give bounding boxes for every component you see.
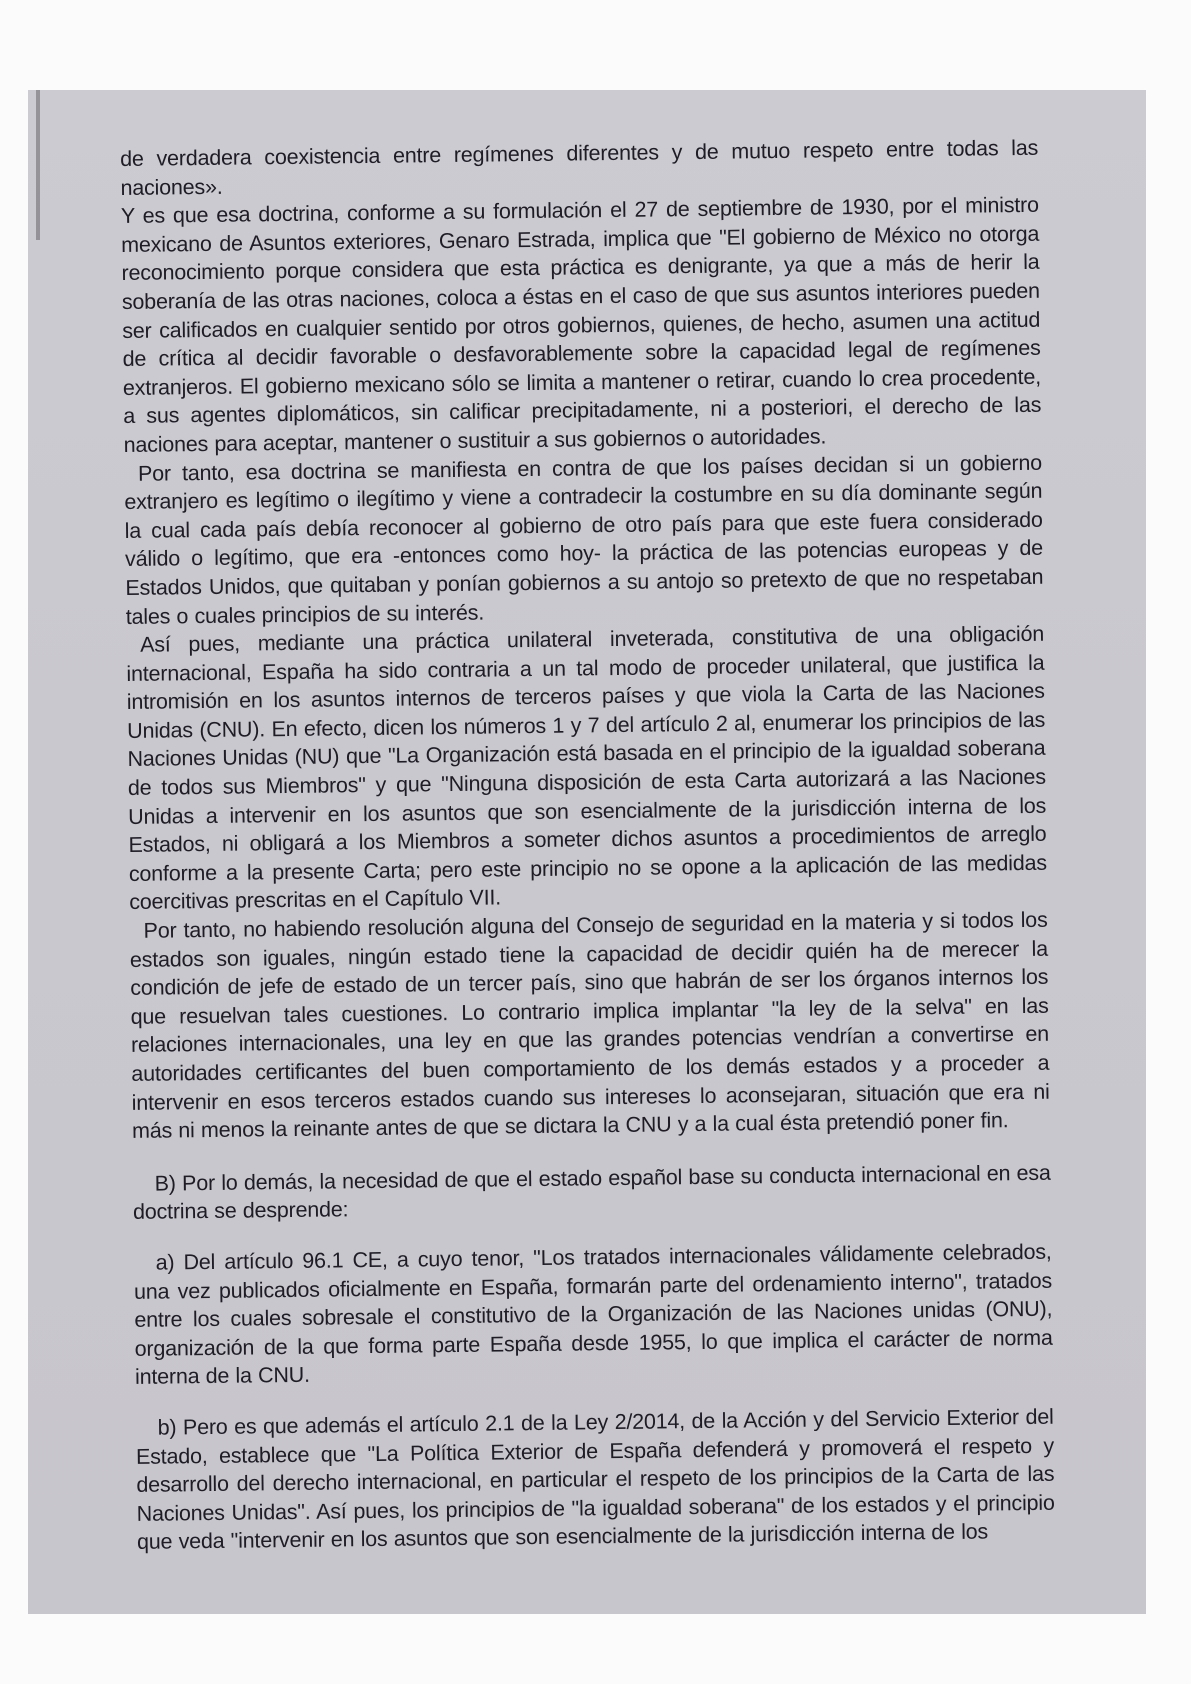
paragraph-estrada-doctrine: Y es que esa doctrina, conforme a su formulación el 27 de septiembre de 1930, por el ministro mexicano de Asuntos exteriores, Genaro Estrada, implica que "El gobierno de México no otorga reconocimiento porque considera que esta práctica es denigrante, ya que a más de herir la soberanía de las otras naciones, coloca a éstas en el caso de que sus asuntos interiores pueden ser calificados en cualquier sentido por otros gobiernos, quienes, de hecho, asumen una actitud de crítica al decidir favorable o desfavorablemente sobre la capacidad legal de regímenes extranjeros. El gobierno mexicano sólo se limita a mantener o retirar, cuando lo crea procedente, a sus agentes diplomáticos, sin calificar precipitadamente, ni a posteriori, el derecho de las naciones para aceptar, mantener o sustituir a sus gobiernos o autoridades. <box>120 192 1042 457</box>
paragraph-security-council: Por tanto, no habiendo resolución alguna del Consejo de seguridad en la materia y si todos los estados son iguales, ningún estado tiene la capacidad de decidir quién ha de merecer la condición de jefe de estado de un tercer país, sino que habrán de ser los órganos internos los que resuelvan tales cuestiones. Lo contrario implica implantar "la ley de la selva" en las relaciones internacionales, una ley en que las grandes potencias vendrían a convertirse en autoridades certificantes del buen comportamiento de los demás estados y a proceder a intervenir en esos terceros estados cuando sus intereses lo aconsejaran, situación que era ni más ni menos la reinante antes de que se dictara la CNU y a la cual ésta pretendió poner fin. <box>129 907 1050 1144</box>
paragraph-doctrine-summary: Por tanto, esa doctrina se manifiesta en contra de que los países decidan si un gobierno extranjero es legítimo o ilegítimo y viene a contradecir la costumbre en su día dominante según la cual cada país debía reconocer al gobierno de otro país para que este fuera considerado válido o legítimo, que era -entonces como hoy- la práctica de las potencias europeas y de Estados Unidos, que quitaban y ponían gobiernos a su antojo so pretexto de que no respetaban tales o cuales principios de su interés. <box>124 450 1044 629</box>
item-a-article-96: a) Del artículo 96.1 CE, a cuyo tenor, "Los tratados internacionales válidamente celebrados, una vez publicados oficialmente en España, formarán parte del ordenamiento interno", tratados entre los cuales sobresale el constitutivo de la Organización de las Naciones unidas (ONU), organización de la que forma parte España desde 1955, lo que implica el carácter de norma interna de la CNU. <box>133 1239 1053 1390</box>
item-b-law-2-2014: b) Pero es que además el artículo 2.1 de la Ley 2/2014, de la Acción y del Servicio Exterior del Estado, establece que "La Política Exterior de España defenderá y promoverá el respeto y desarrollo del derecho internacional, en particular el respeto de los principios de la Carta de las Naciones Unidas". Así pues, los principios de "la igualdad soberana" de los estados y el principio que veda "intervenir en los asuntos que son esencialmente de la jurisdicción interna de los <box>135 1404 1055 1555</box>
paragraph-spain-practice: Así pues, mediante una práctica unilateral inveterada, constitutiva de una obligación internacional, España ha sido contraria a un tal modo de proceder unilateral, que justifica la intromisión en los asuntos internos de terceros países y que viola la Carta de las Naciones Unidas (CNU). En efecto, dicen los números 1 y 7 del artículo 2 al, enumerar los principios de las Naciones Unidas (NU) que "La Organización está basada en el principio de la igualdad soberana de todos sus Miembros" y que "Ninguna disposición de esta Carta autorizará a las Naciones Unidas a intervenir en los asuntos que son esencialmente de la jurisdicción interna de los Estados, ni obligará a los Miembros a someter dichos asuntos a procedimientos de arreglo conforme a la presente Carta; pero este principio no se opone a la aplicación de las medidas coercitivas prescritas en el Capítulo VII. <box>126 621 1047 915</box>
paragraph-continuation: de verdadera coexistencia entre regímenes diferentes y de mutuo respeto entre todas las naciones». <box>120 135 1039 200</box>
document-body <box>120 134 1055 1557</box>
section-b-intro: B) Por lo demás, la necesidad de que el estado español base su conducta internacional en esa doctrina se desprende: <box>132 1160 1051 1225</box>
scanned-page <box>28 90 1146 1614</box>
